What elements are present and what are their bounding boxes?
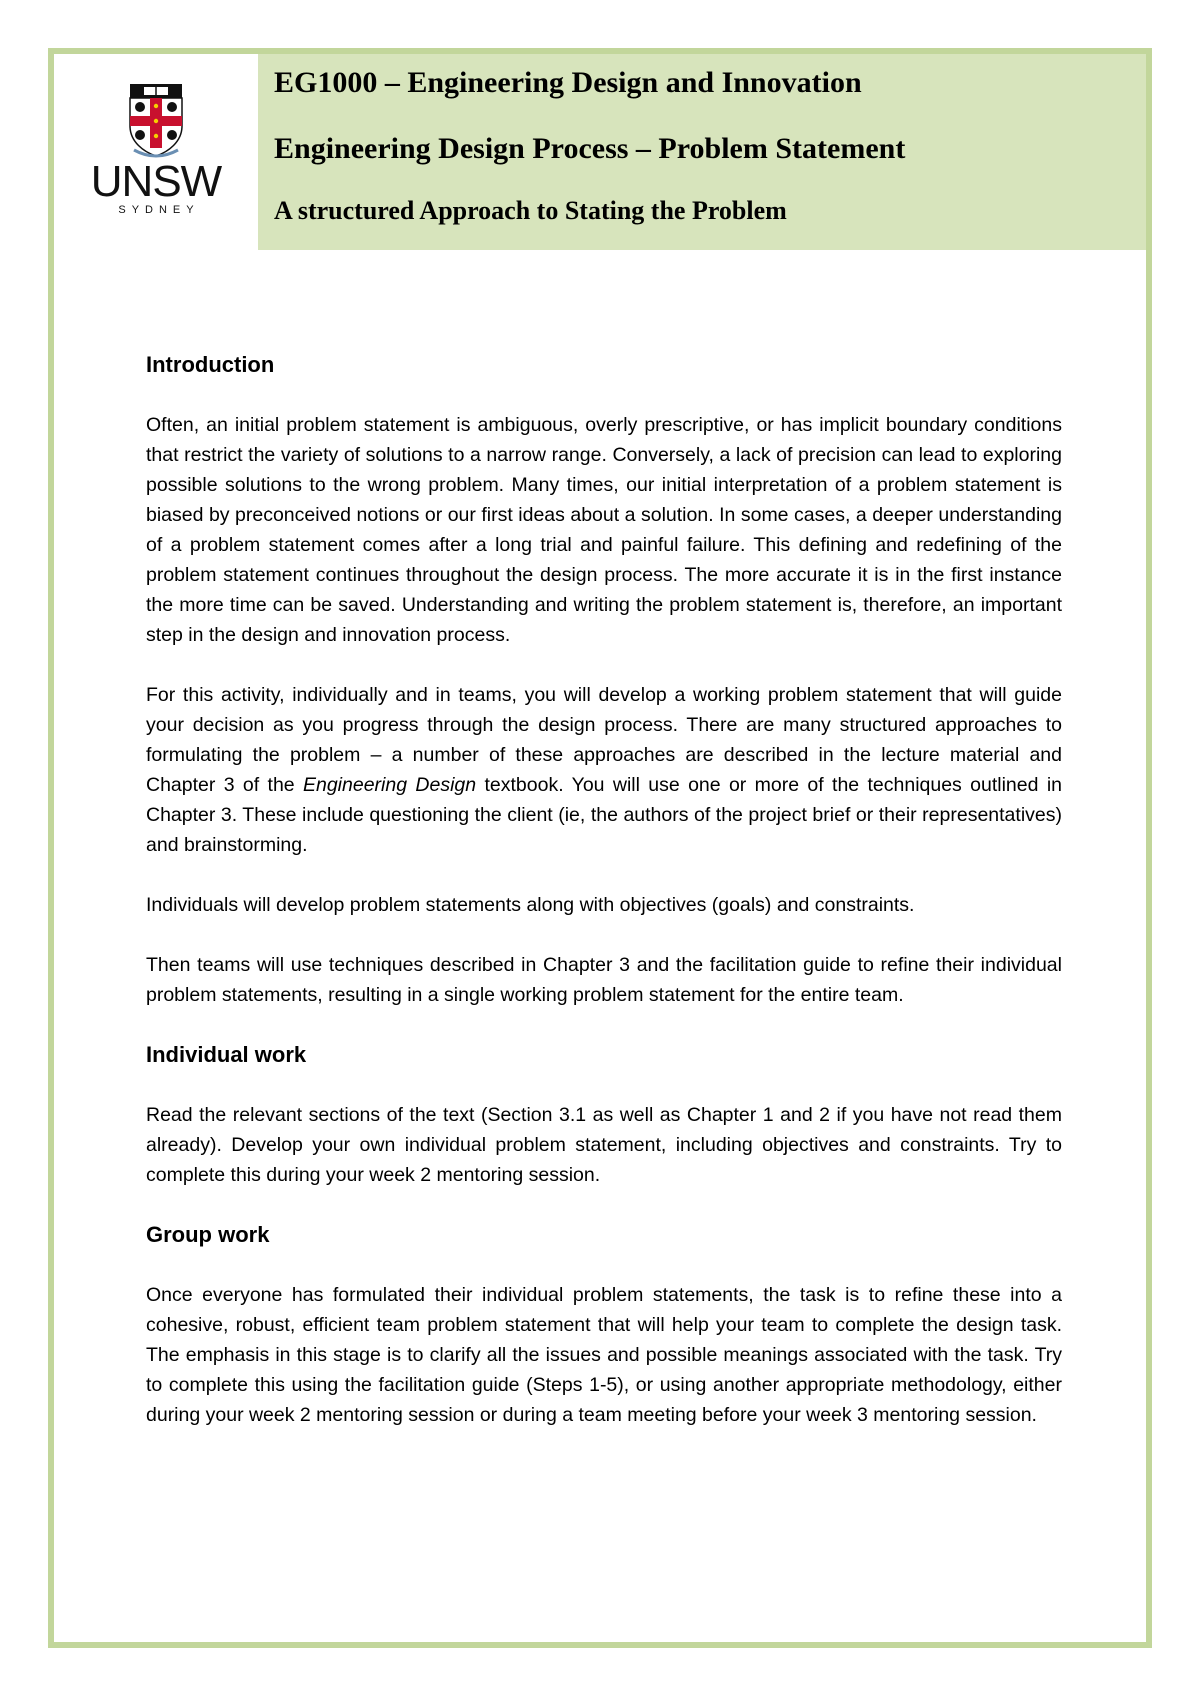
intro-paragraph-2-part-2: textbook. You will use one or more of the techniques outlined in Chapter 3. These include questioning the client (ie, the authors of the project brief or their representatives) and brainstorming. <box>146 774 1062 856</box>
unsw-logo <box>88 82 224 232</box>
unsw-crest-icon <box>128 82 184 158</box>
document-body <box>146 350 1062 1430</box>
intro-paragraph-4: Then teams will use techniques described in Chapter 3 and the facilitation guide to refine their individual problem statements, resulting in a single working problem statement for the entire team. <box>146 954 1062 1006</box>
intro-paragraph-2-part-1: For this activity, individually and in teams, you will develop a working problem statement that will guide your decision as you progress through the design process. There are many structured approaches to formulating the problem – a number of these approaches are described in the lecture material and Chapter 3 of the <box>146 684 1062 796</box>
heading-group-work: Group work <box>146 1222 270 1247</box>
document-title: Engineering Design Process – Problem Statement <box>274 132 906 165</box>
heading-introduction: Introduction <box>146 352 275 377</box>
course-title: EG1000 – Engineering Design and Innovation <box>274 66 862 99</box>
logo-subtitle: SYDNEY <box>118 204 200 216</box>
intro-paragraph-1: Often, an initial problem statement is ambiguous, overly prescriptive, or has implicit boundary conditions that restrict the variety of solutions to a narrow range. Conversely, a lack of precision can lead to exploring possible solutions to the wrong problem. Many times, our initial interpretation of a problem statement is biased by preconceived notions or our first ideas about a solution. In some cases, a deeper understanding of a problem statement comes after a long trial and painful failure. This defining and redefining of the problem statement continues throughout the design process. The more accurate it is in the first instance the more time can be saved. Understanding and writing the problem statement is, therefore, an important step in the design and innovation process. <box>146 414 1062 646</box>
textbook-title: Engineering Design <box>302 774 477 796</box>
group-paragraph: Once everyone has formulated their individual problem statements, the task is to refine these into a cohesive, robust, efficient team problem statement that will help your team to complete the design task. The emphasis in this stage is to clarify all the issues and possible meanings associated with the task. Try to complete this using the facilitation guide (Steps 1-5), or using another appropriate methodology, either during your week 2 mentoring session or during a team meeting before your week 3 mentoring session. <box>146 1284 1062 1426</box>
heading-individual-work: Individual work <box>146 1042 307 1067</box>
individual-paragraph: Read the relevant sections of the text (Section 3.1 as well as Chapter 1 and 2 if you have not read them already). Develop your own individual problem statement, including objectives and constraints. Try to complete this during your week 2 mentoring session. <box>146 1104 1062 1186</box>
intro-paragraph-3: Individuals will develop problem statements along with objectives (goals) and constraints. <box>146 894 915 916</box>
intro-paragraph-2 <box>146 680 1062 860</box>
document-subtitle: A structured Approach to Stating the Problem <box>274 196 787 225</box>
header-band <box>258 54 1146 250</box>
logo-wordmark: UNSW <box>90 157 222 206</box>
